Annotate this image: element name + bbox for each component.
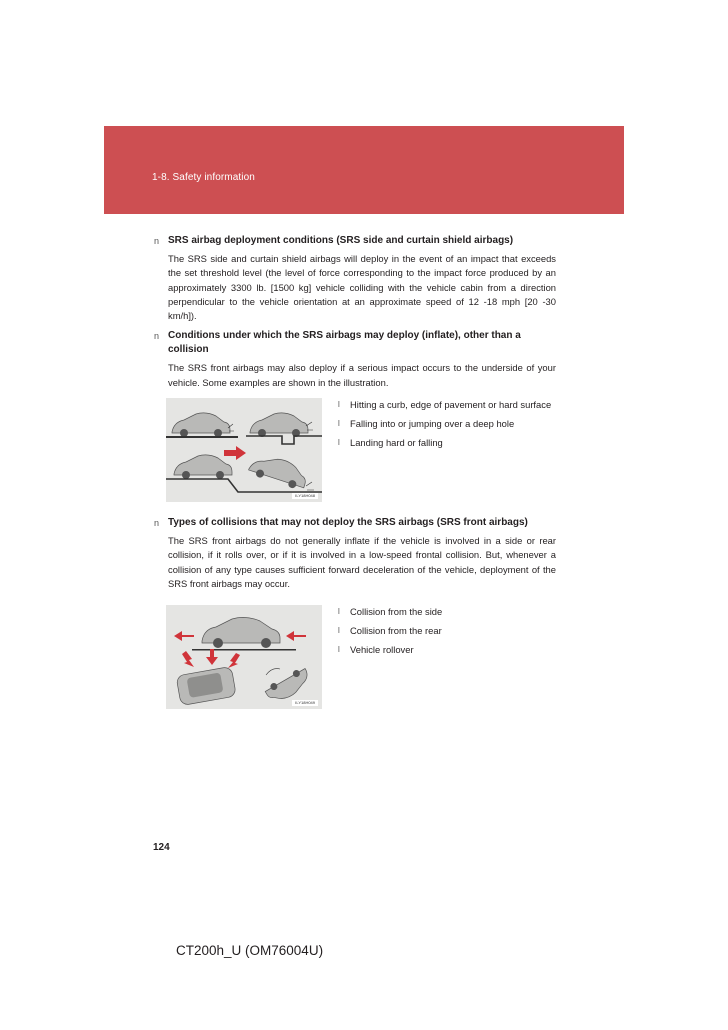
heading-text: SRS airbag deployment conditions (SRS side and curtain shield airbags) [168,235,514,246]
section-paragraph: The SRS front airbags may also deploy if a serious impact occurs to the underside of your vehicle. Some examples are shown in the illustration. [168,362,556,388]
section-heading [154,234,556,248]
page-content [154,234,556,715]
heading-bullet: n [154,518,160,529]
list-item [338,605,556,619]
illustration-row [166,605,556,709]
heading-bullet: n [154,331,160,342]
underbody-impact-drawing [166,398,322,502]
list-item [338,624,556,638]
car-landing-hard-icon [247,451,310,492]
car-jumping-hole-icon [246,413,322,444]
underbody-impact-illustration [166,398,322,502]
car-hitting-curb-icon [166,413,238,438]
red-arrow-icon [228,653,240,668]
footer-document-code: CT200h_U (OM76004U) [176,943,324,958]
list-bullet: l [338,419,340,429]
list-bullet: l [338,645,340,655]
collision-types-drawing [166,605,322,709]
list-bullet: l [338,607,340,617]
list-item-text: Landing hard or falling [350,437,443,449]
list-item [338,417,556,431]
figure-label: ILY18H049 [292,700,318,706]
red-arrow-icon [286,631,306,641]
illustration-row [166,398,556,502]
car-rear-collision-icon [192,618,296,651]
section-no-deployment-collisions [154,516,556,709]
section-side-curtain-deployment [154,234,556,323]
heading-text: Types of collisions that may not deploy the SRS airbags (SRS front airbags) [168,517,528,529]
collision-types-illustration [166,605,322,709]
bullet-list [338,605,556,662]
list-bullet: l [338,438,340,448]
red-arrow-icon [174,631,194,641]
section-heading [154,329,556,357]
list-item [338,436,556,450]
list-item-text: Collision from the side [350,606,443,618]
car-side-collision-icon [176,667,236,706]
list-item [338,643,556,657]
red-arrow-icon [224,446,246,460]
section-paragraph: The SRS side and curtain shield airbags will deploy in the event of an impact that exceeds the set threshold level (the level of force corresponding to the impact force produced by an approximately 3300 lb. [1500 kg] vehicle colliding with the vehicle cabin from a direction perpendicular to the vehicle orientation at an approximate speed of 12 -18 mph [20 -30 km/h]). [168,253,556,322]
section-title: 1-8. Safety information [152,172,255,183]
page-number: 124 [153,842,170,853]
list-item-text: Falling into or jumping over a deep hole [350,418,515,430]
header-band [104,126,624,214]
section-other-deployment [154,329,556,502]
heading-text: Conditions under which the SRS airbags may deploy (inflate), other than a collision [168,330,521,356]
list-item [338,398,556,412]
red-arrow-icon [206,649,218,665]
list-item-text: Collision from the rear [350,625,442,637]
section-heading [154,516,556,530]
list-item-text: Vehicle rollover [350,644,414,656]
list-bullet: l [338,626,340,636]
figure-label: ILY18H048 [292,493,318,499]
bullet-list [338,398,556,455]
section-paragraph: The SRS front airbags do not generally inflate if the vehicle is involved in a side or rear collision, if it rolls over, or if it is involved in a low-speed frontal collision. But, whenever a collision of any type causes sufficient forward deceleration of the vehicle, deployment of the SRS front airbags may occur. [168,535,556,589]
heading-bullet: n [154,236,160,246]
list-bullet: l [338,400,340,410]
red-arrow-icon [182,651,194,667]
list-item-text: Hitting a curb, edge of pavement or hard surface [350,399,552,411]
